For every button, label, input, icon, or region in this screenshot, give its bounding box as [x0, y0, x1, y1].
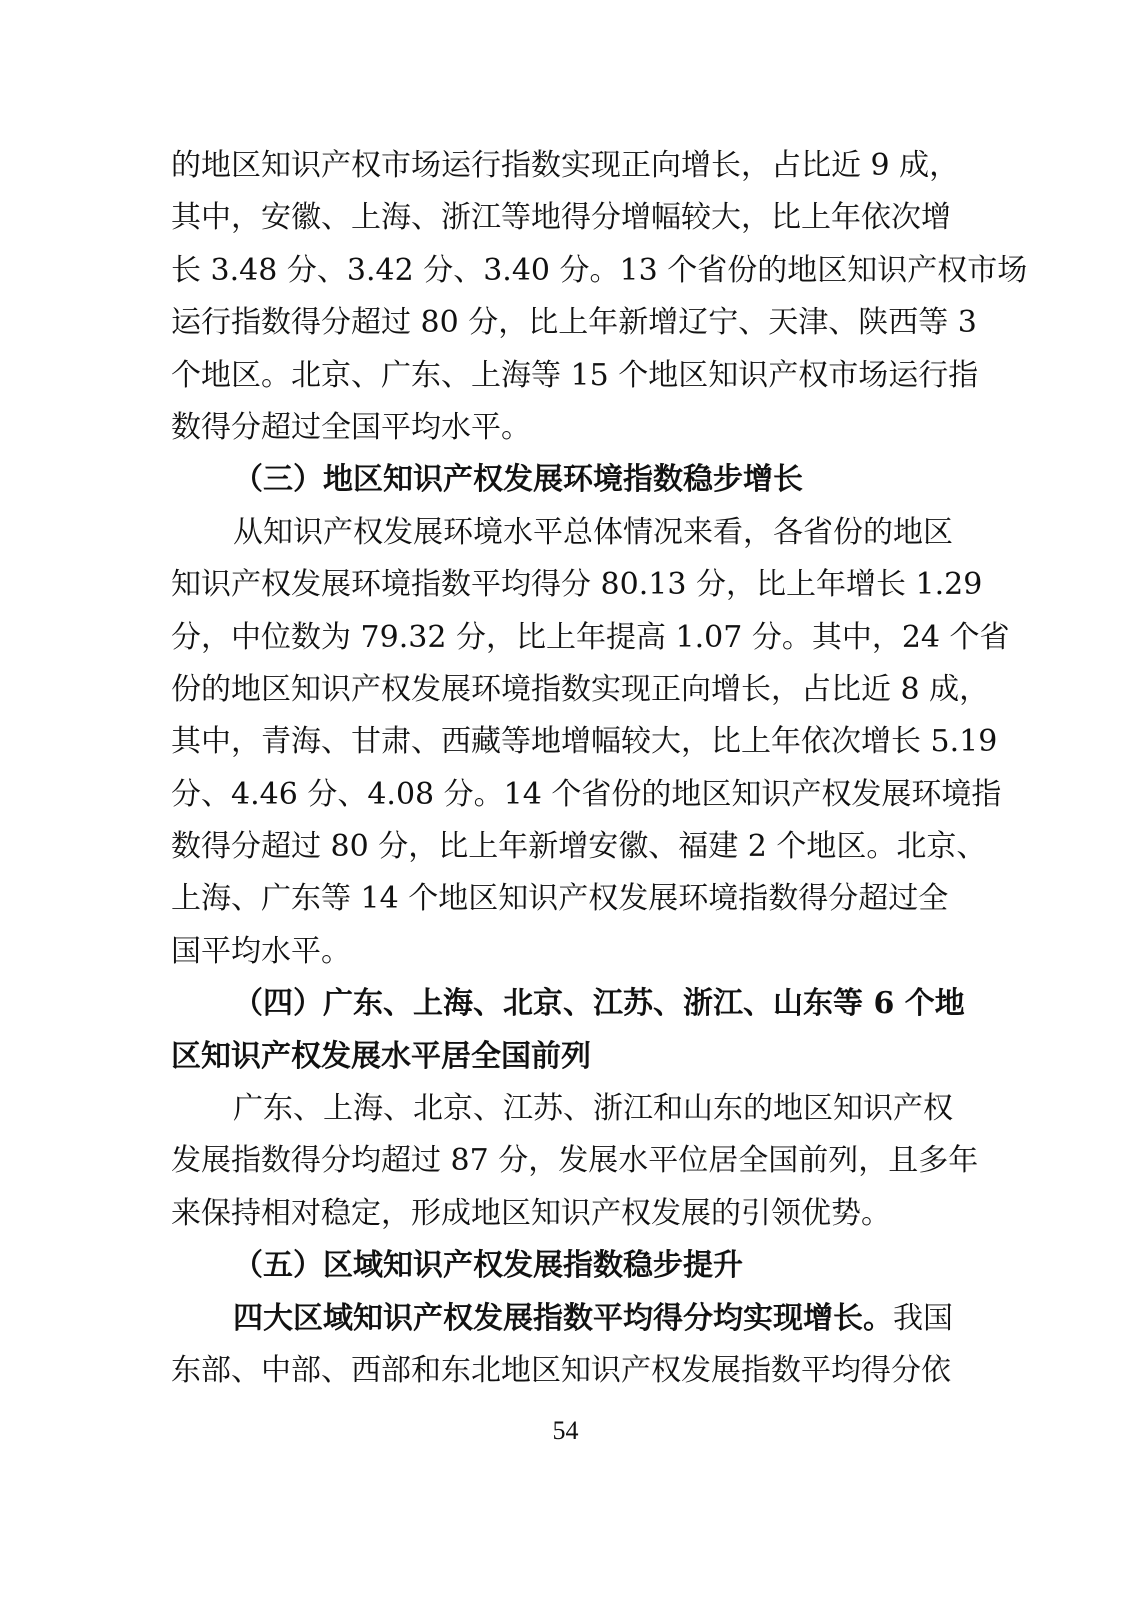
paragraph-environment-index: [171, 507, 1010, 979]
text-line: 其中，安徽、上海、浙江等地得分增幅较大，比上年依次增: [171, 200, 951, 236]
paragraph-market-index: [171, 140, 1028, 454]
text-line: 数得分超过全国平均水平。: [171, 409, 531, 445]
text-line: 长 3.48 分、3.42 分、3.40 分。13 个省份的地区知识产权市场: [171, 252, 1028, 288]
bold-lead-sentence: 四大区域知识产权发展指数平均得分均实现增长。: [233, 1300, 893, 1336]
text-line: 个地区。北京、广东、上海等 15 个地区知识产权市场运行指: [171, 357, 979, 393]
text-line: 分，中位数为 79.32 分，比上年提高 1.07 分。其中，24 个省: [171, 619, 1010, 655]
text-line: 份的地区知识产权发展环境指数实现正向增长，占比近 8 成，: [171, 671, 990, 707]
text-line: 运行指数得分超过 80 分，比上年新增辽宁、天津、陕西等 3: [171, 305, 977, 341]
paragraph-regional-index: [171, 1293, 953, 1398]
text-line: 的地区知识产权市场运行指数实现正向增长，占比近 9 成，: [171, 148, 960, 183]
text-line: 从知识产权发展环境水平总体情况来看，各省份的地区: [233, 514, 953, 550]
section-heading-3: （三）地区知识产权发展环境指数稳步增长: [233, 462, 803, 498]
heading-line: （四）广东、上海、北京、江苏、浙江、山东等 6 个地: [233, 986, 965, 1022]
section-heading-4: [171, 978, 965, 1083]
text-line: 上海、广东等 14 个地区知识产权发展环境指数得分超过全: [171, 881, 949, 917]
page-number: 54: [552, 1416, 579, 1445]
section-heading-5: （五）区域知识产权发展指数稳步提升: [233, 1248, 743, 1284]
text-run: 我国: [893, 1300, 953, 1336]
heading-line: 区知识产权发展水平居全国前列: [171, 1038, 591, 1074]
text-line: 分、4.46 分、4.08 分。14 个省份的地区知识产权发展环境指: [171, 776, 1002, 812]
text-line: 来保持相对稳定，形成地区知识产权发展的引领优势。: [171, 1195, 891, 1231]
paragraph-leading-regions: [171, 1083, 979, 1240]
text-line: 数得分超过 80 分，比上年新增安徽、福建 2 个地区。北京、: [171, 829, 987, 865]
text-line: 东部、中部、西部和东北地区知识产权发展指数平均得分依: [171, 1352, 951, 1388]
text-line: 其中，青海、甘肃、西藏等地增幅较大，比上年依次增长 5.19: [171, 724, 998, 760]
text-line: 发展指数得分均超过 87 分，发展水平位居全国前列，且多年: [171, 1143, 979, 1179]
text-line: 广东、上海、北京、江苏、浙江和山东的地区知识产权: [233, 1091, 953, 1127]
text-line: 知识产权发展环境指数平均得分 80.13 分，比上年增长 1.29: [171, 567, 983, 603]
page-body: [171, 140, 1028, 1397]
text-line: [171, 1293, 953, 1345]
text-line: 国平均水平。: [171, 933, 351, 969]
